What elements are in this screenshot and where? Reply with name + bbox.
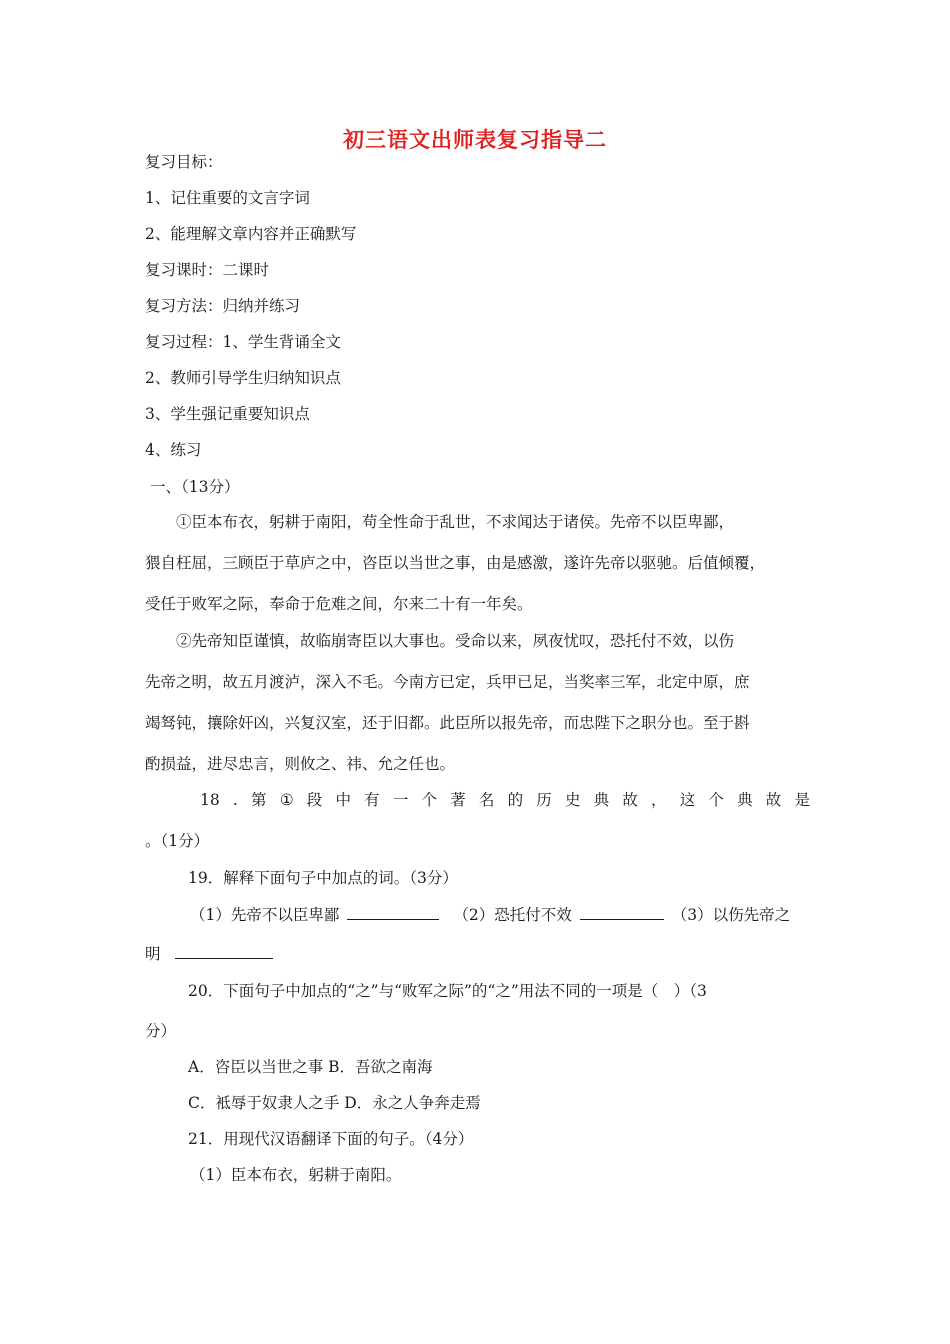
question-18-end: 。（1分） [145,832,210,850]
process-step-2: 2、教师引导学生归纳知识点 [145,369,341,387]
passage-2-line-1: ②先帝知臣谨慎，故临崩寄臣以大事也。受命以来，夙夜忧叹，恐托付不效，以伤 [176,632,735,650]
question-18-line [200,788,810,812]
question-19-item-3-end [145,942,810,966]
process-step-4: 4、练习 [145,441,202,459]
passage-2-line-4: 酌损益，进尽忠言，则攸之、祎、允之任也。 [145,755,456,773]
passage-1-line-1: ①臣本布衣，躬耕于南阳，苟全性命于乱世，不求闻达于诸侯。先帝不以臣卑鄙， [176,513,735,531]
question-18-char: 名 [478,791,495,809]
answer-blank-1[interactable] [347,903,439,920]
question-18-char: 有 [364,791,380,809]
question-18-char: 著 [450,791,466,809]
review-method: 复习方法：归纳并练习 [145,297,301,315]
question-18-char: 一 [392,791,409,809]
question-19-item-3-tail: 明 [145,945,161,963]
question-18-char: 段 [306,791,323,809]
question-18-char: ， [651,791,667,809]
question-18-char: 的 [507,791,524,809]
review-process: 复习过程：1、学生背诵全文 [145,333,341,351]
question-18-char: 个 [708,791,724,809]
question-20-options-cd: C．袛辱于奴隶人之手 D．永之人争奔走焉 [188,1094,481,1112]
answer-blank-3[interactable] [175,942,273,959]
goal-item-1: 1、记住重要的文言字词 [145,189,310,207]
question-20-line-2: 分） [145,1022,177,1040]
question-21-item-1: （1）臣本布衣，躬耕于南阳。 [190,1166,402,1184]
question-18-char: 第 [251,791,267,809]
goal-label: 复习目标： [145,153,223,171]
question-19-item-3: （3）以伤先帝之 [671,906,791,924]
goal-item-2: 2、能理解文章内容并正确默写 [145,225,357,243]
question-19-item-2: （2）恐托付不效 [453,906,572,924]
passage-2-line-2: 先帝之明，故五月渡泸，深入不毛。今南方已定，兵甲已足，当奖率三军，北定中原，庶 [145,673,750,691]
question-18-char: 历 [536,791,552,809]
question-21: 21．用现代汉语翻译下面的句子。（4分） [188,1130,474,1148]
question-20-line-1: 20．下面句子中加点的“之”与“败军之际”的“之”用法不同的一项是（ ）（3 [188,982,707,1000]
passage-2-line-3: 竭驽钝，攘除奸凶，兴复汉室，还于旧都。此臣所以报先帝，而忠陛下之职分也。至于斟 [145,714,750,732]
question-18-char: 是 [794,791,810,809]
question-19: 19．解释下面句子中加点的词。（3分） [188,869,458,887]
question-18-char: 中 [335,791,351,809]
question-18-char: 典 [593,791,610,809]
process-step-3: 3、学生强记重要知识点 [145,405,310,423]
passage-1-line-3: 受任于败军之际，奉命于危难之间，尔来二十有一年矣。 [145,595,533,613]
question-18-char: 个 [421,791,438,809]
question-18-char: 故 [622,791,638,809]
question-18-char: 这 [679,791,696,809]
question-18-char: 18 [200,791,220,809]
passage-1-line-2: 猥自枉屈，三顾臣于草庐之中，咨臣以当世之事，由是感激，遂许先帝以驱驰。后值倾覆， [145,554,766,572]
question-18-char: ① [279,791,294,809]
question-19-items [190,903,855,927]
question-20-options-ab: A．咨臣以当世之事 B．吾欲之南海 [188,1058,433,1076]
question-18-char: 典 [737,791,753,809]
review-hours: 复习课时：二课时 [145,261,270,279]
question-18-char: 故 [765,791,782,809]
answer-blank-2[interactable] [580,903,664,920]
section-heading: 一、（13分） [150,478,240,496]
question-18-char: . [232,791,238,809]
question-19-item-1: （1）先帝不以臣卑鄙 [190,906,340,924]
question-18-char: 史 [564,791,581,809]
document-title: 初三语文出师表复习指导二 [343,127,607,152]
